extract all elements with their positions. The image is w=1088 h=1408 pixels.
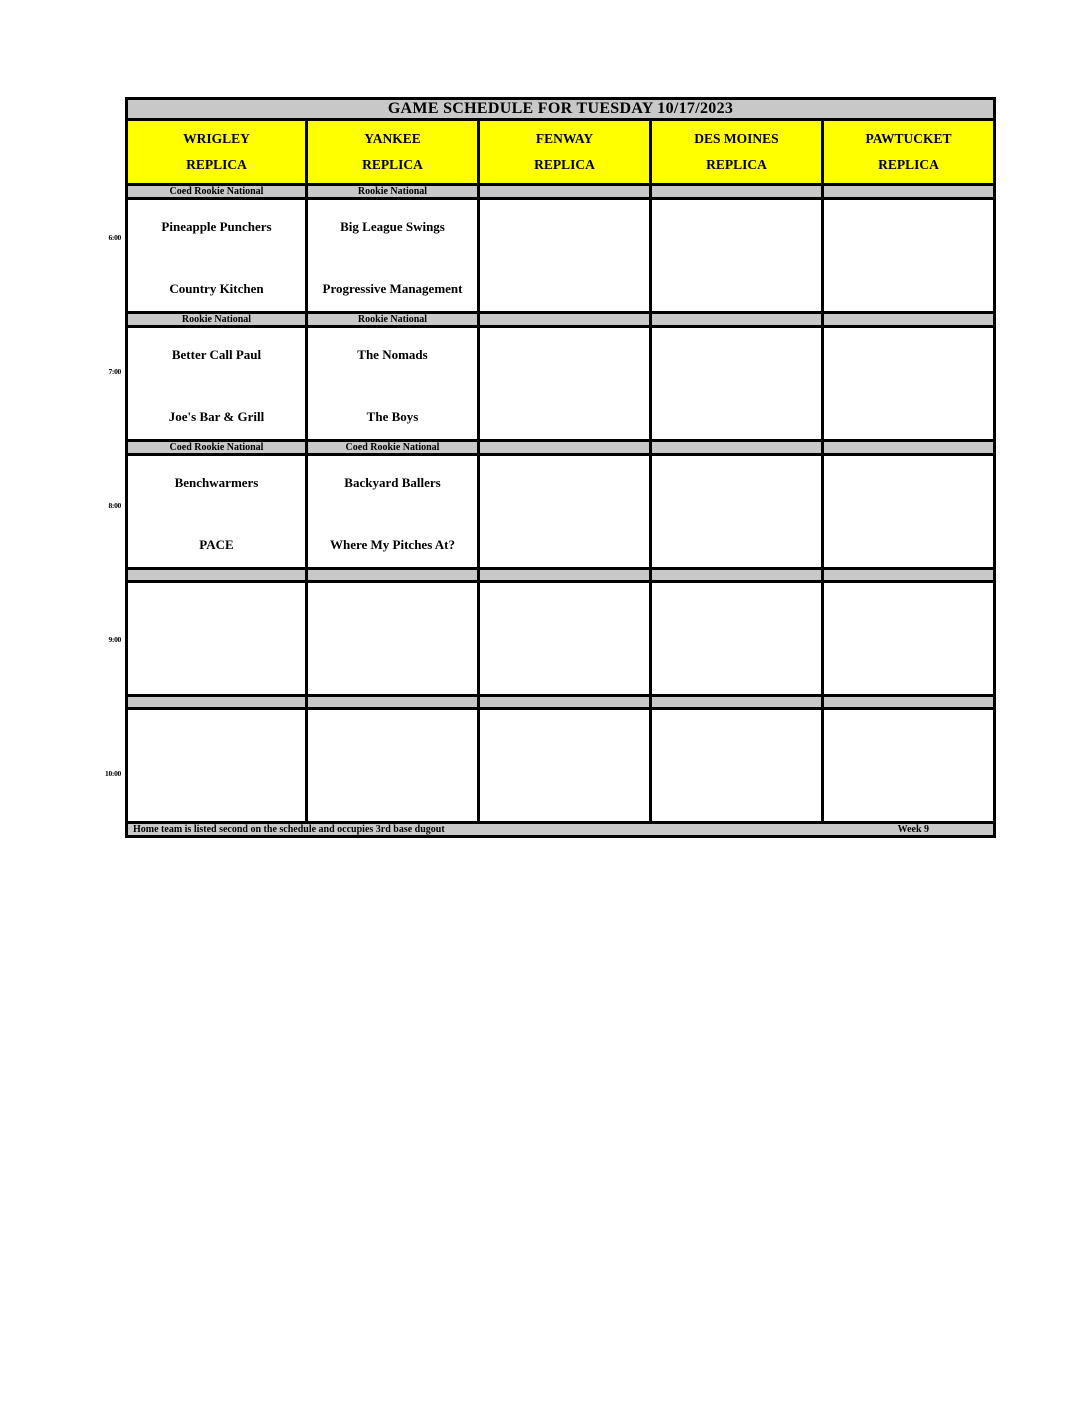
league-cell xyxy=(823,185,995,199)
away-team: Pineapple Punchers xyxy=(161,219,272,234)
league-cell xyxy=(651,185,823,199)
venue-sub: REPLICA xyxy=(362,157,423,172)
league-cell: Rookie National xyxy=(127,313,307,327)
home-team: Joe's Bar & Grill xyxy=(168,408,265,424)
game-cell xyxy=(479,455,651,569)
league-cell xyxy=(479,441,651,455)
game-cell xyxy=(823,582,995,696)
game-cell xyxy=(127,455,307,569)
league-cell: Rookie National xyxy=(307,313,479,327)
venue-name: FENWAY xyxy=(535,131,594,146)
game-cell xyxy=(307,199,479,313)
game-cell xyxy=(651,327,823,441)
home-team: Progressive Management xyxy=(322,280,463,296)
venue-name: YANKEE xyxy=(364,131,421,146)
away-team: Big League Swings xyxy=(340,219,445,234)
time-label-6: 6:00 xyxy=(108,233,121,242)
game-cell xyxy=(307,582,479,696)
game-cell xyxy=(127,327,307,441)
venue-name: PAWTUCKET xyxy=(865,131,952,146)
game-cell xyxy=(823,455,995,569)
league-cell: Coed Rookie National xyxy=(127,185,307,199)
game-cell xyxy=(651,709,823,823)
league-cell xyxy=(479,313,651,327)
schedule-table xyxy=(125,97,996,838)
league-cell xyxy=(651,313,823,327)
home-team: Country Kitchen xyxy=(169,280,264,296)
home-team: Where My Pitches At? xyxy=(329,536,456,552)
away-team: Better Call Paul xyxy=(171,347,262,362)
league-cell xyxy=(479,185,651,199)
home-team-note: Home team is listed second on the schedule and occupies 3rd base dugout xyxy=(133,824,445,835)
league-cell xyxy=(823,441,995,455)
away-team: The Nomads xyxy=(357,347,428,362)
league-cell: Coed Rookie National xyxy=(127,441,307,455)
time-label-10: 10:00 xyxy=(105,769,121,778)
venue-header-pawtucket xyxy=(823,120,995,185)
time-label-9: 9:00 xyxy=(108,635,121,644)
game-cell xyxy=(651,455,823,569)
league-cell: Rookie National xyxy=(307,185,479,199)
league-cell xyxy=(823,696,995,709)
venue-name: DES MOINES xyxy=(694,131,779,146)
league-cell xyxy=(479,696,651,709)
game-cell xyxy=(823,327,995,441)
game-cell xyxy=(307,455,479,569)
game-cell xyxy=(479,327,651,441)
venue-name: WRIGLEY xyxy=(183,131,250,146)
venue-header-wrigley xyxy=(127,120,307,185)
game-cell xyxy=(479,709,651,823)
league-cell xyxy=(127,569,307,582)
venue-sub: REPLICA xyxy=(706,157,767,172)
time-label-7: 7:00 xyxy=(108,367,121,376)
league-cell xyxy=(651,569,823,582)
league-cell xyxy=(307,696,479,709)
venue-header-fenway xyxy=(479,120,651,185)
league-cell xyxy=(127,696,307,709)
game-cell xyxy=(127,582,307,696)
game-cell xyxy=(823,709,995,823)
away-team: Backyard Ballers xyxy=(344,475,441,490)
time-label-8: 8:00 xyxy=(108,501,121,510)
game-cell xyxy=(479,199,651,313)
week-label: Week 9 xyxy=(897,824,930,835)
away-team: Benchwarmers xyxy=(174,475,259,490)
league-cell xyxy=(823,313,995,327)
footer-bar xyxy=(127,823,995,837)
league-cell xyxy=(479,569,651,582)
venue-sub: REPLICA xyxy=(878,157,939,172)
game-cell xyxy=(127,199,307,313)
league-cell: Coed Rookie National xyxy=(307,441,479,455)
venue-header-des-moines xyxy=(651,120,823,185)
league-cell xyxy=(651,696,823,709)
game-cell xyxy=(307,709,479,823)
game-cell xyxy=(479,582,651,696)
game-cell xyxy=(651,582,823,696)
venue-header-yankee xyxy=(307,120,479,185)
league-cell xyxy=(823,569,995,582)
game-cell xyxy=(127,709,307,823)
home-team: The Boys xyxy=(366,408,419,424)
venue-sub: REPLICA xyxy=(534,157,595,172)
game-cell xyxy=(823,199,995,313)
game-cell xyxy=(307,327,479,441)
game-cell xyxy=(651,199,823,313)
league-cell xyxy=(307,569,479,582)
page-title: GAME SCHEDULE FOR TUESDAY 10/17/2023 xyxy=(127,99,995,120)
home-team: PACE xyxy=(199,536,234,552)
league-cell xyxy=(651,441,823,455)
venue-sub: REPLICA xyxy=(186,157,247,172)
